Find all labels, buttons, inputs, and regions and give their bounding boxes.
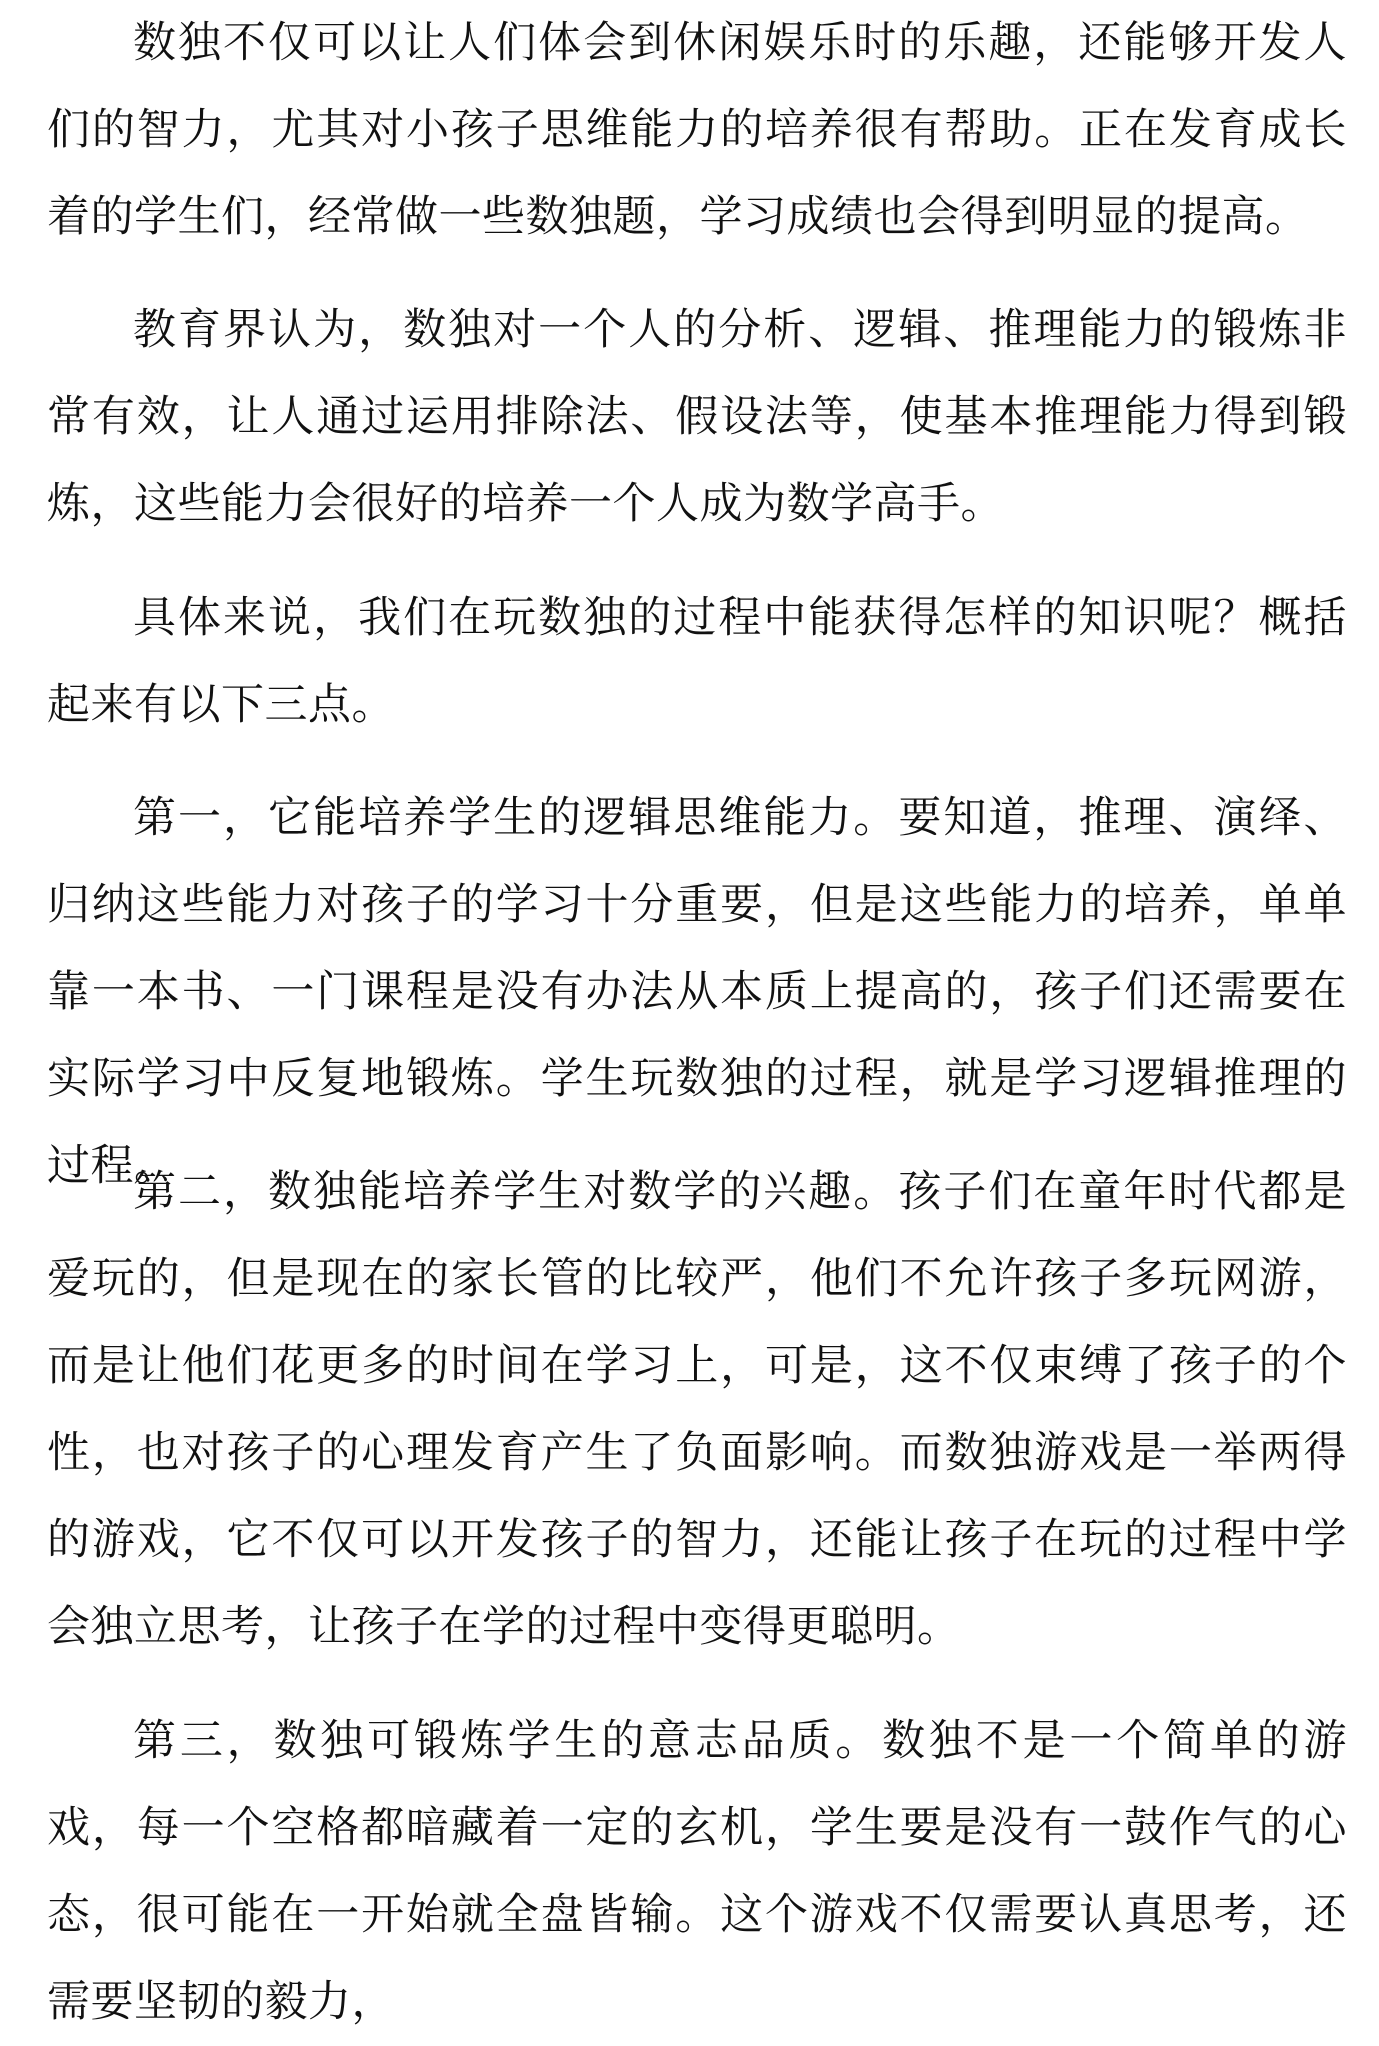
paragraph-three-points: 具体来说，我们在玩数独的过程中能获得怎样的知识呢？概括起来有以下三点。 [47, 593, 1347, 730]
paragraph-point-three: 第三，数独可锻炼学生的意志品质。数独不是一个简单的游戏，每一个空格都暗藏着一定的玄机，学生要是没有一鼓作气的心态，很可能在一开始就全盘皆输。这个游戏不仅需要认真思考，还需要坚韧的毅力， [47, 1716, 1347, 2027]
paragraph-intro: 数独不仅可以让人们体会到休闲娱乐时的乐趣，还能够开发人们的智力，尤其对小孩子思维能力的培养很有帮助。正在发育成长着的学生们，经常做一些数独题，学习成绩也会得到明显的提高。 [47, 18, 1347, 242]
paragraph-point-two: 第二，数独能培养学生对数学的兴趣。孩子们在童年时代都是爱玩的，但是现在的家长管的比较严，他们不允许孩子多玩网游，而是让他们花更多的时间在学习上，可是，这不仅束缚了孩子的个性，也对孩子的心理发育产生了负面影响。而数独游戏是一举两得的游戏，它不仅可以开发孩子的智力，还能让孩子在玩的过程中学会独立思考，让孩子在学的过程中变得更聪明。 [47, 1167, 1347, 1652]
paragraph-education-view: 教育界认为，数独对一个人的分析、逻辑、推理能力的锻炼非常有效，让人通过运用排除法、假设法等，使基本推理能力得到锻炼，这些能力会很好的培养一个人成为数学高手。 [47, 305, 1347, 529]
paragraph-point-one: 第一，它能培养学生的逻辑思维能力。要知道，推理、演绎、归纳这些能力对孩子的学习十分重要，但是这些能力的培养，单单靠一本书、一门课程是没有办法从本质上提高的，孩子们还需要在实际学习中反复地锻炼。学生玩数独的过程，就是学习逻辑推理的过程。 [47, 793, 1347, 1191]
